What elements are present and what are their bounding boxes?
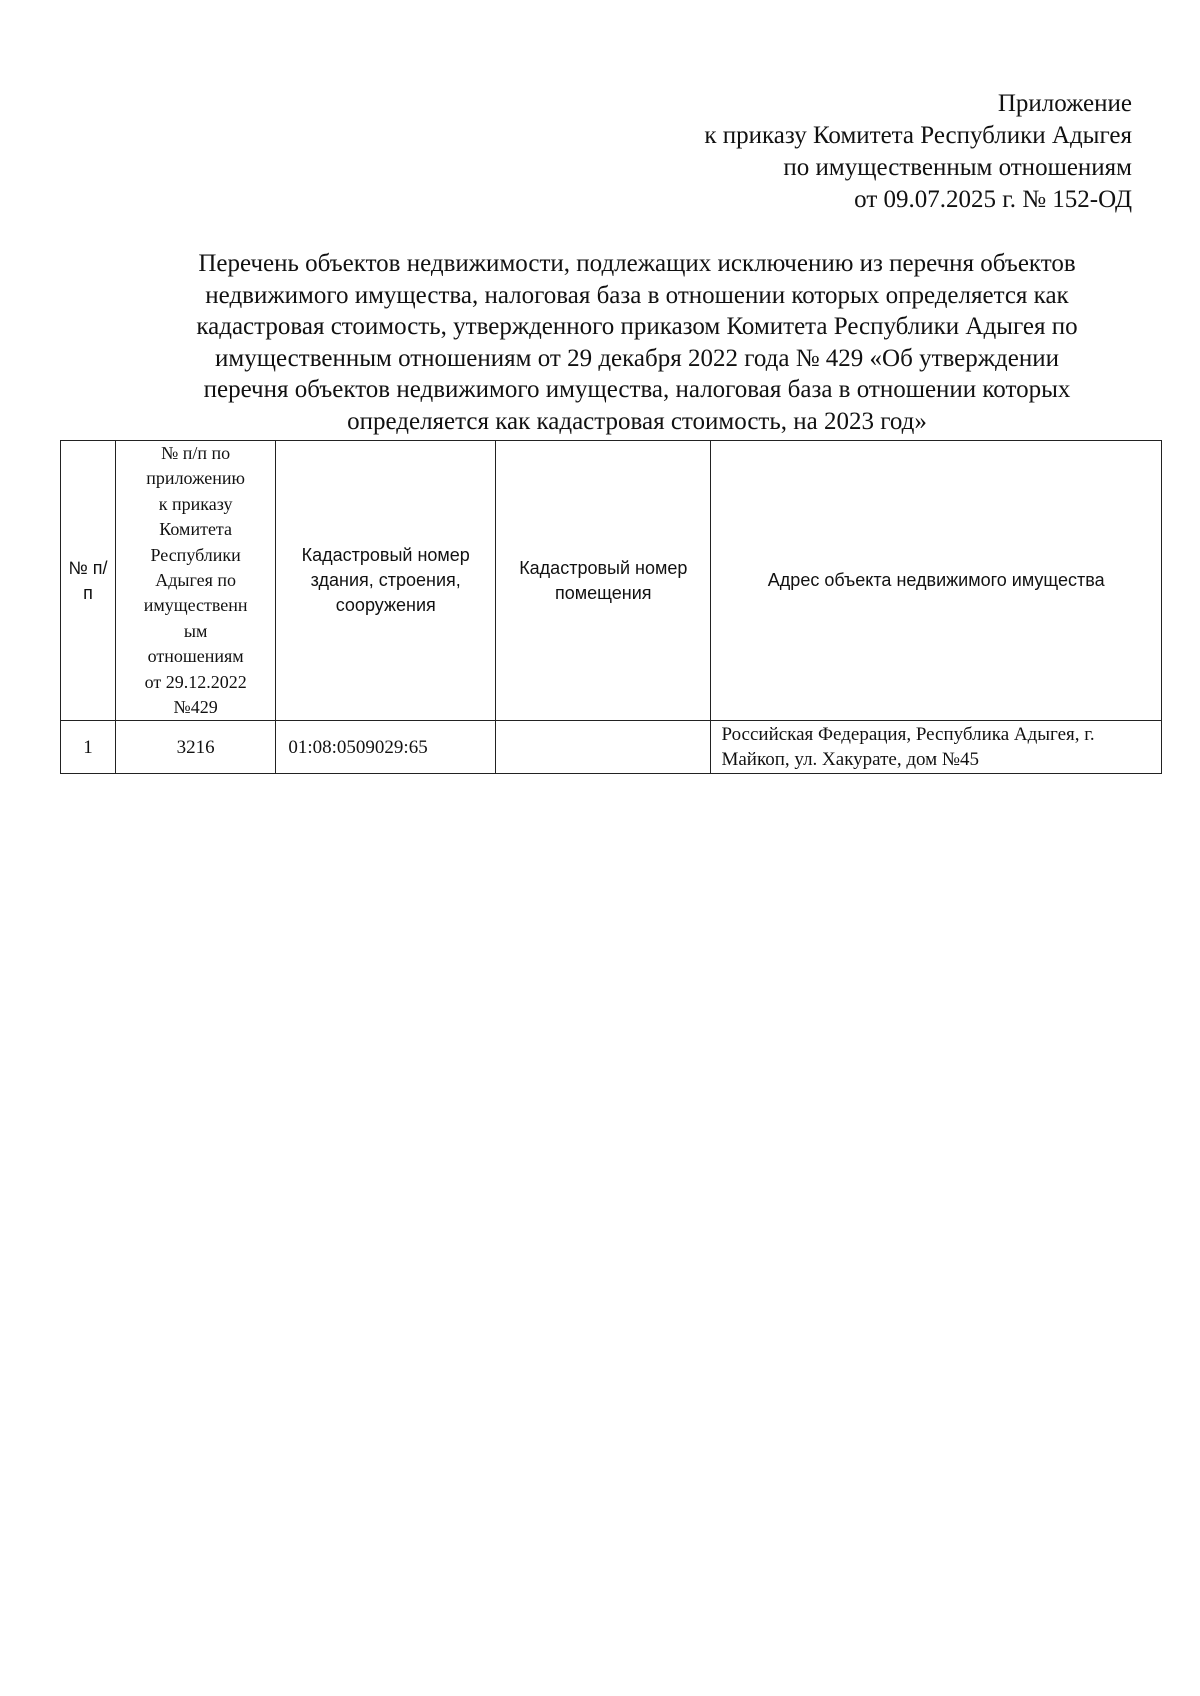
appendix-label: Приложение: [997, 90, 1132, 117]
table-header-row: [61, 441, 1162, 721]
document-title: [128, 248, 1146, 438]
cell-num: 1: [61, 721, 116, 774]
ref-header-line: Адыгея по: [155, 570, 237, 591]
column-header-premises: Кадастровый номер помещения: [496, 441, 711, 721]
title-line: имущественным отношениям от 29 декабря 2022 года № 429 «Об утверждении: [215, 344, 1059, 372]
column-header-address: Адрес объекта недвижимого имущества: [711, 441, 1162, 721]
title-line: определяется как кадастровая стоимость, на 2023 год»: [347, 407, 927, 435]
ref-header-line: ым: [183, 620, 208, 641]
title-line: Перечень объектов недвижимости, подлежащих исключению из перечня объектов: [198, 250, 1076, 277]
cell-premises-cadastral: [496, 721, 711, 774]
appendix-committee: по имущественным отношениям: [783, 154, 1132, 181]
cell-building-cadastral: 01:08:0509029:65: [276, 721, 496, 774]
objects-table: [60, 440, 1162, 774]
title-line: кадастровая стоимость, утвержденного приказом Комитета Республики Адыгея по: [196, 313, 1078, 341]
ref-header-line: № п/п по: [161, 443, 231, 463]
column-header-ref: [115, 441, 275, 721]
appendix-header: [704, 88, 1132, 216]
ref-header-line: имущественн: [143, 595, 248, 616]
appendix-order-ref: к приказу Комитета Республики Адыгея: [704, 122, 1132, 149]
ref-header-line: Республики: [150, 544, 241, 565]
title-line: недвижимого имущества, налоговая база в отношении которых определяется как: [205, 281, 1069, 309]
title-line: перечня объектов недвижимого имущества, налоговая база в отношении которых: [203, 376, 1071, 404]
cell-address: Российская Федерация, Республика Адыгея, г. Майкоп, ул. Хакурате, дом №45: [711, 721, 1162, 774]
cell-ref: 3216: [115, 721, 275, 774]
table-row: [61, 721, 1162, 774]
column-header-num: № п/п: [61, 441, 116, 721]
ref-header-line: отношениям: [147, 646, 244, 667]
column-header-building: Кадастровый номер здания, строения, сооружения: [276, 441, 496, 721]
ref-header-line: к приказу: [158, 493, 233, 514]
appendix-order-date: от 09.07.2025 г. № 152-ОД: [854, 186, 1132, 213]
ref-header-line: Комитета: [159, 519, 233, 540]
ref-header-line: приложению: [146, 468, 245, 489]
ref-header-line: от 29.12.2022: [144, 671, 247, 692]
ref-header-line: №429: [173, 697, 218, 718]
